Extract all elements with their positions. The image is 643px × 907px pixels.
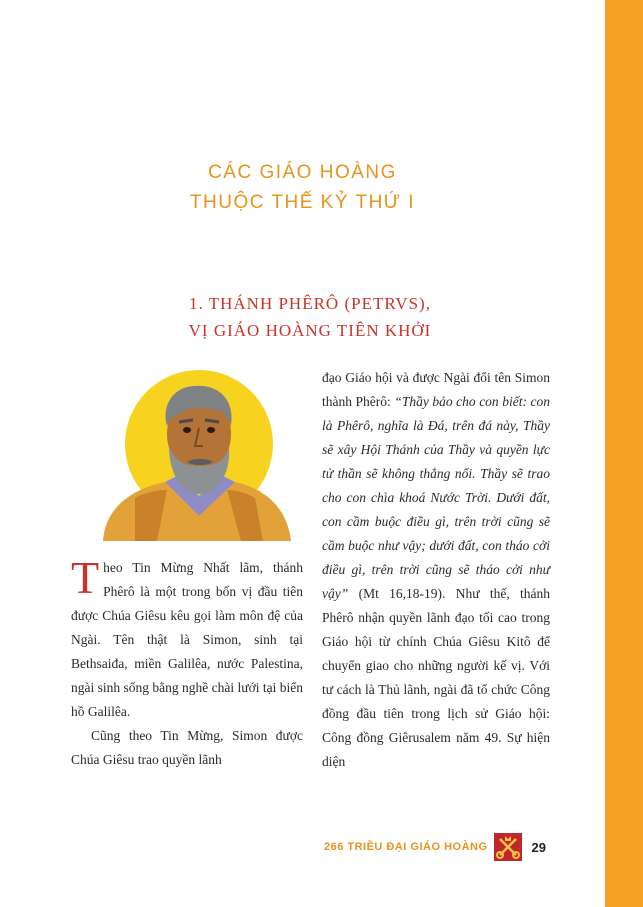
drop-cap: T (71, 552, 100, 603)
saint-peter-portrait-icon (95, 366, 295, 541)
page-number: 29 (531, 839, 546, 855)
footer-book-title: 266 TRIỀU ĐẠI GIÁO HOÀNG (323, 841, 488, 853)
paragraph-1-text: heo Tin Mừng Nhất lãm, thánh Phêrô là một trong bốn vị đầu tiên được Chúa Giêsu kêu gọi làm môn đệ của Ngài. Tên thật là Simon, sinh tại Bethsaiđa, miền Galilêa, nước Palestina, ngài sinh sống bằng nghề chài lưới tại biển hồ Galilêa. (71, 560, 303, 719)
page-edge-stripe (605, 0, 643, 907)
chapter-title (0, 158, 605, 218)
chapter-title-line-2: THUỘC THẾ KỶ THỨ I (189, 192, 416, 213)
text-column-right (322, 366, 550, 774)
paragraph-1 (71, 552, 303, 724)
papal-keys-emblem-icon (494, 833, 522, 861)
chapter-title-line-1: CÁC GIÁO HOÀNG (208, 162, 397, 183)
section-title-line-2: VỊ GIÁO HOÀNG TIÊN KHỞI (188, 321, 432, 340)
page-footer (324, 832, 546, 862)
section-title-line-1: 1. THÁNH PHÊRÔ (PETRVS), (189, 294, 431, 313)
paragraph-2-start: Cũng theo Tin Mừng, Simon được Chúa Giêsu trao quyền lãnh (71, 728, 303, 767)
paragraph-2-cont-text: đạo Giáo hội và được Ngài đổi tên Simon thành Phêrô: (322, 370, 550, 409)
paragraph-2-continued (322, 366, 550, 774)
paragraph-2-end-text: (Mt 16,18-19). Như thế, thánh Phêrô nhận quyền lãnh đạo tối cao trong Giáo hội từ chính Chúa Giêsu Kitô để chuyển giao cho những người kế vị. Với tư cách là Thủ lãnh, ngài đã tổ chức Công đồng đầu tiên trong lịch sử Giáo hội: Công đồng Giêrusalem năm 49. Sự hiện diện (322, 586, 551, 769)
scripture-quote: “Thầy bảo cho con biết: con là Phêrô, nghĩa là Đá, trên đá này, Thầy sẽ xây Hội Thánh của Thầy và quyền lực tử thần sẽ không thắng nổi. Thầy sẽ trao cho con chìa khoá Nước Trời. Dưới đất, con cầm buộc điều gì, trên trời cũng sẽ cầm buộc như vậy; dưới đất, con tháo cởi điều gì, trên trời cũng sẽ tháo cởi như vậy” (322, 394, 550, 601)
section-title (0, 290, 620, 344)
text-column-left (71, 552, 303, 772)
